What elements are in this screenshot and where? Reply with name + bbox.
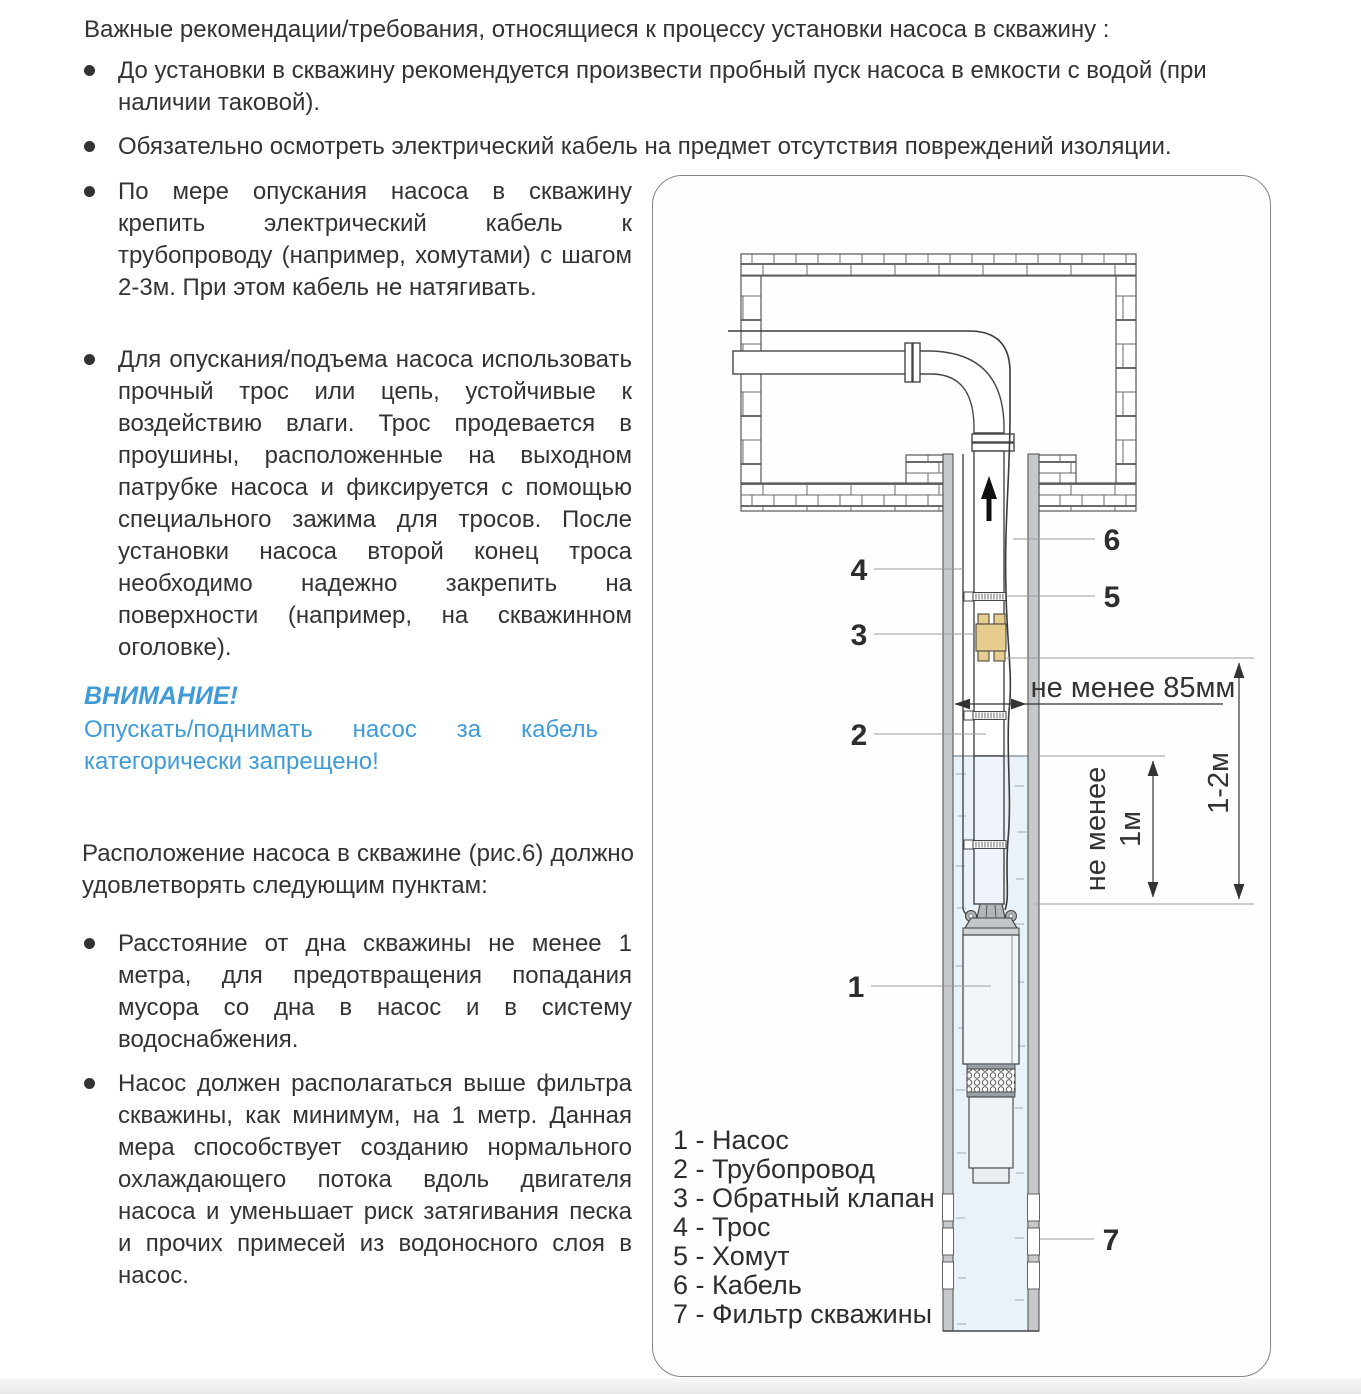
callout-5-clamp: 5 <box>1103 581 1121 614</box>
riser-pipe-submerged <box>974 756 1004 904</box>
riser-flange <box>972 434 1014 442</box>
pipe-flange <box>913 343 920 382</box>
legend-item-clamp: 5 - Хомут <box>673 1241 790 1271</box>
list-item <box>84 131 1278 163</box>
pump-motor <box>969 1097 1013 1168</box>
pump <box>963 904 1019 1183</box>
well-installation-diagram <box>653 176 1270 1376</box>
callout-2-pipe: 2 <box>850 719 868 752</box>
list-item <box>84 176 632 304</box>
callout-1-pump: 1 <box>847 971 865 1004</box>
legend-item-check-valve: 3 - Обратный клапан <box>673 1183 935 1213</box>
callout-6-cable: 6 <box>1103 524 1121 557</box>
pump-body <box>963 935 1019 1064</box>
bullet-dot <box>84 354 95 365</box>
list-item <box>84 344 632 664</box>
pipe-elbow <box>919 351 1004 433</box>
dim-1-2m: 1-2м <box>1203 752 1235 814</box>
legend-item-well-filter: 7 - Фильтр скважины <box>673 1299 933 1329</box>
warning-text: Опускать/поднимать насос за кабель категорически запрещено! <box>84 716 598 775</box>
bullet-text: Расстояние от дна скважины не менее 1 метра, для предотвращения попадания мусора со дна в насос и в систему водоснабжения. <box>118 930 632 1053</box>
figure-fig6 <box>652 175 1271 1377</box>
page-title: Важные рекомендации/требования, относящиеся к процессу установки насоса в скважину : <box>84 16 1110 43</box>
list-item <box>84 1068 632 1292</box>
bullet-text: Для опускания/подъема насоса использовать прочный трос или цепь, устойчивые к воздействию влаги. Трос продевается в проушины, расположенные на выходном патрубке насоса и фиксируется с помощью специального зажима для тросов. После установки насоса второй конец троса необходимо надежно закрепить на поверхности (например, на скважинном оголовке). <box>118 346 632 661</box>
callout-4-rope: 4 <box>850 554 868 587</box>
intro-paragraph: Расположение насоса в скважине (рис.6) должно удовлетворять следующим пунктам: <box>82 840 634 899</box>
bullet-dot <box>84 1078 95 1089</box>
bullet-text: По мере опускания насоса в скважину крепить электрический кабель к трубопроводу (например, хомутами) с шагом 2-3м. При этом кабель не натягивать. <box>118 178 632 301</box>
pump-intake-screen <box>967 1069 1015 1092</box>
legend-item-pipe: 2 - Трубопровод <box>673 1154 875 1184</box>
callout-7-filter: 7 <box>1102 1224 1120 1257</box>
bullet-dot <box>84 141 95 152</box>
legend-item-rope: 4 - Трос <box>673 1212 771 1242</box>
page-bottom-edge <box>0 1378 1361 1394</box>
list-item <box>84 928 632 1056</box>
dim-min-1m-label: не менее <box>1080 766 1112 892</box>
dim-min-85mm: не менее 85мм <box>1030 672 1236 704</box>
dim-min-1m-value: 1м <box>1115 810 1147 848</box>
warning-title: ВНИМАНИЕ! <box>84 682 239 710</box>
horizontal-pipe <box>733 351 906 374</box>
bullet-text: До установки в скважину рекомендуется произвести пробный пуск насоса в емкости с водой (при наличии таковой). <box>118 57 1207 116</box>
riser-flange <box>972 443 1014 451</box>
bullet-dot <box>84 186 95 197</box>
bullet-dot <box>84 938 95 949</box>
pump-head <box>965 918 1017 928</box>
bullet-text: Насос должен располагаться выше фильтра скважины, как минимум, на 1 метр. Данная мера способствует созданию нормального охлаждающего потока вдоль двигателя насоса и уменьшает риск затягивания песка и прочих примесей из водоносного слоя в насос. <box>118 1070 632 1289</box>
bullet-text: Обязательно осмотреть электрический кабель на предмет отсутствия повреждений изоляции. <box>118 133 1172 160</box>
brick-pit <box>741 254 1136 511</box>
figure-legend <box>673 1125 935 1329</box>
legend-item-pump: 1 - Насос <box>673 1125 789 1155</box>
callout-3-check-valve: 3 <box>850 619 868 652</box>
pipe-flange <box>905 343 912 382</box>
list-item <box>84 55 1278 119</box>
legend-item-cable: 6 - Кабель <box>673 1270 802 1300</box>
bullet-dot <box>84 65 95 76</box>
